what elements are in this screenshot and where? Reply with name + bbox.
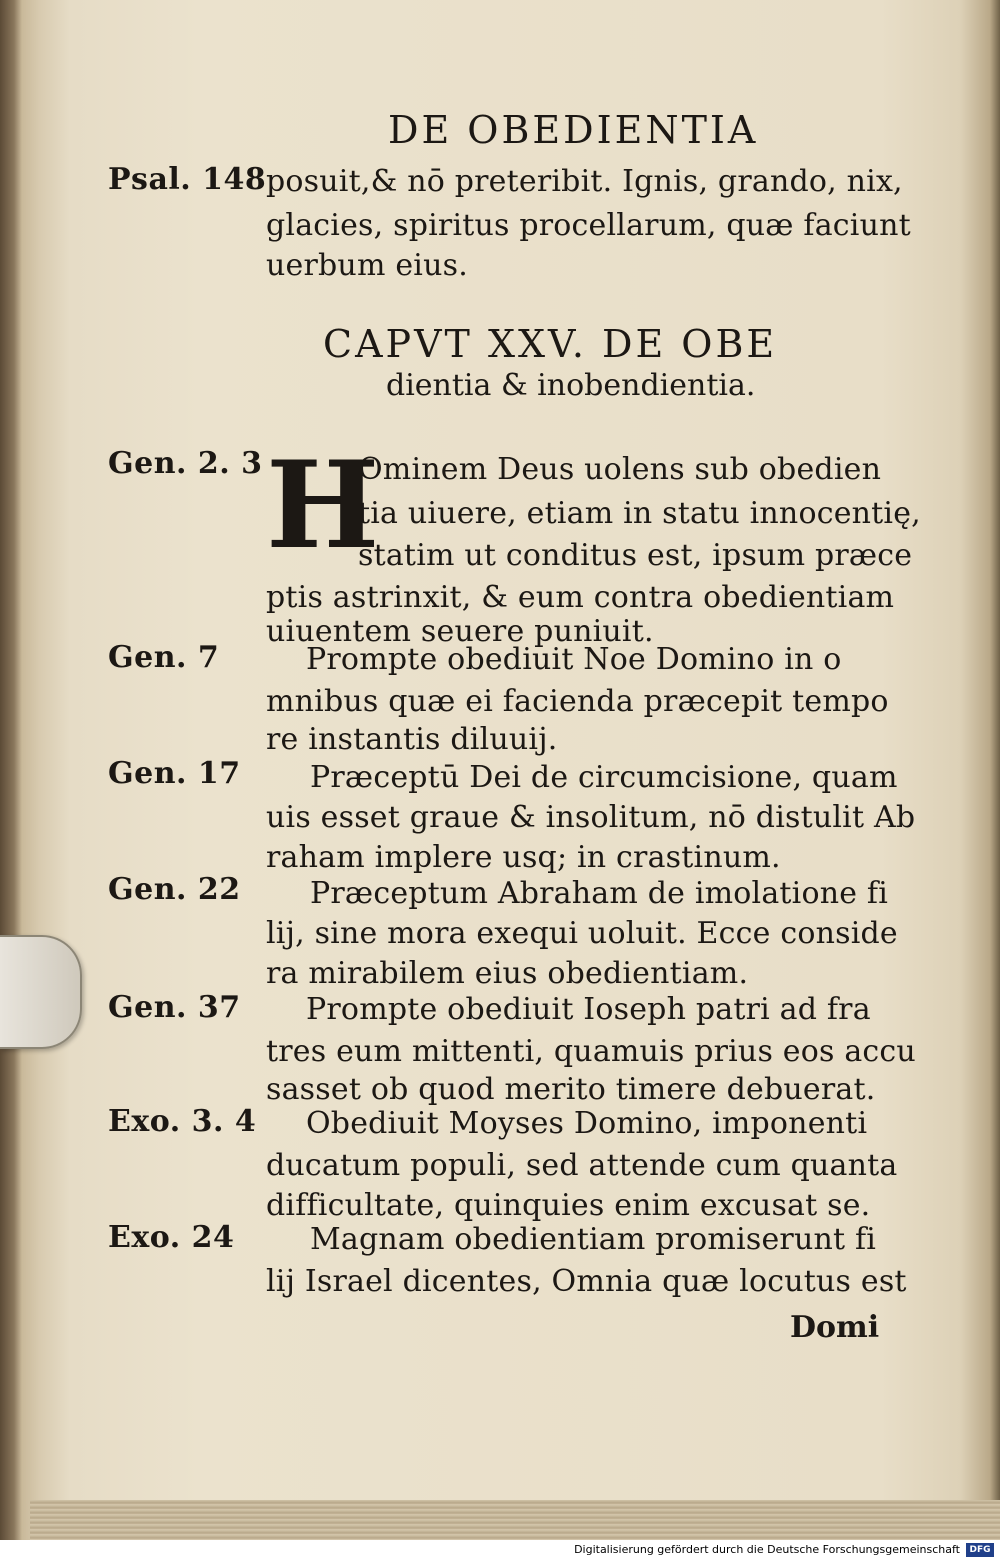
margin-note-exo-3-4: Exo. 3. 4 [108, 1104, 257, 1139]
chapter-subtitle: dientia & inobendientia. [386, 368, 756, 403]
chapter-title: CAPVT XXV. DE OBE [323, 322, 778, 366]
text-line: Ominem Deus uolens sub obedien [358, 452, 882, 487]
funding-notice: Digitalisierung gefördert durch die Deutsche Forschungsgemeinschaft [574, 1543, 960, 1556]
page-clip [0, 935, 82, 1049]
footer-bar [0, 1540, 1000, 1561]
margin-note-psal-148: Psal. 148 [108, 162, 267, 197]
margin-note-gen-22: Gen. 22 [108, 872, 241, 907]
page-edges [0, 0, 48, 1540]
text-line: posuit,& nō preteribit. Ignis, grando, nix, [266, 164, 903, 199]
text-line: statim ut conditus est, ipsum præce [358, 538, 913, 573]
catchword: Domi [790, 1310, 880, 1345]
text-line: difficultate, quinquies enim excusat se. [266, 1188, 871, 1223]
page-bottom-edges [30, 1500, 1000, 1540]
dropcap: H [266, 435, 380, 576]
text-line: Præceptum Abraham de imolatione fi [310, 876, 889, 911]
text-line: uiuentem seuere puniuit. [266, 614, 654, 649]
text-line: Prompte obediuit Ioseph patri ad fra [306, 992, 871, 1027]
text-line: lij, sine mora exequi uoluit. Ecce conside [266, 916, 898, 951]
text-line: re instantis diluuij. [266, 722, 558, 757]
margin-note-gen-17: Gen. 17 [108, 756, 241, 791]
text-line: ducatum populi, sed attende cum quanta [266, 1148, 898, 1183]
margin-note-gen-2-3: Gen. 2. 3 [108, 446, 263, 481]
margin-note-exo-24: Exo. 24 [108, 1220, 235, 1255]
text-line: tia uiuere, etiam in statu innocentię, [358, 496, 921, 531]
text-line: uis esset graue & insolitum, nō distulit Ab [266, 800, 916, 835]
text-line: uerbum eius. [266, 248, 468, 283]
running-head: DE OBEDIENTIA [388, 108, 759, 152]
text-line: sasset ob quod merito timere debuerat. [266, 1072, 876, 1107]
text-line: ra mirabilem eius obedientiam. [266, 956, 749, 991]
text-line: Magnam obedientiam promiserunt fi [310, 1222, 877, 1257]
text-line: raham implere usq; in crastinum. [266, 840, 781, 875]
dfg-logo: DFG [966, 1543, 994, 1557]
margin-note-gen-7: Gen. 7 [108, 640, 220, 675]
text-line: glacies, spiritus procellarum, quæ faciunt [266, 208, 911, 243]
text-line: Obediuit Moyses Domino, imponenti [306, 1106, 868, 1141]
text-line: tres eum mittenti, quamuis prius eos accu [266, 1034, 916, 1069]
text-line: Prompte obediuit Noe Domino in o [306, 642, 842, 677]
text-line: mnibus quæ ei facienda præcepit tempo [266, 684, 889, 719]
text-line: lij Israel dicentes, Omnia quæ locutus est [266, 1264, 907, 1299]
text-line: ptis astrinxit, & eum contra obedientiam [266, 580, 895, 615]
margin-note-gen-37: Gen. 37 [108, 990, 241, 1025]
text-line: Præceptū Dei de circumcisione, quam [310, 760, 898, 795]
